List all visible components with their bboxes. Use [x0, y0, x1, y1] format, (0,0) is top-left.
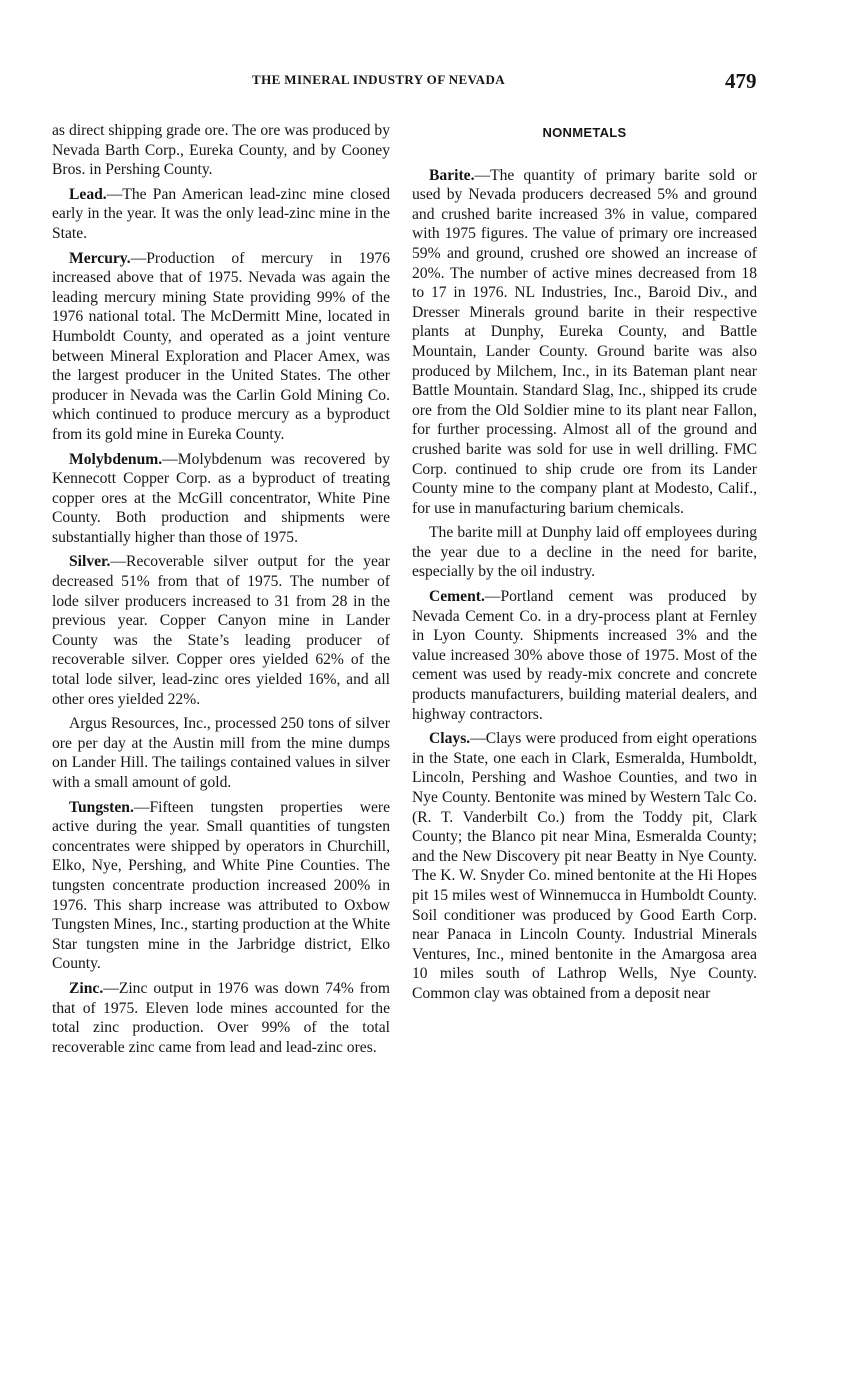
- paragraph-lead-text: —The Pan American lead-zinc mine closed early in the year. It was the only lead-zinc mine in the State.: [52, 185, 390, 242]
- running-title: THE MINERAL INDUSTRY OF NEVADA: [252, 72, 506, 87]
- right-column: [412, 123, 757, 1009]
- paragraph-clays-label: Clays.: [429, 730, 471, 748]
- paragraph-molybdenum-text: —Molybdenum was recovered by Kennecott Copper Corp. as a byproduct of treating copper ores at the McGill concentrator, White Pine County. Both production and shipments were substantially higher than those of 1975.: [52, 450, 390, 546]
- paragraph-lead-label: Lead.: [69, 185, 107, 203]
- paragraph-cement-label: Cement.: [429, 588, 485, 606]
- paragraph-barite-text: —The quantity of primary barite sold or used by Nevada producers decreased 5% and ground and crushed barite increased 3% in value, compared with 1975 figures. The value of primary ore increased 59% and ground, crushed ore showed an increase of 20%. The number of active mines decreased from 18 to 17 in 1976. NL Industries, Inc., Baroid Div., and Dresser Minerals ground barite in their respective plants at Dunphy, Eureka County, and Battle Mountain, Lander County. Ground barite was also produced by Milchem, Inc., in its Bateman plant near Battle Mountain. Standard Slag, Inc., shipped its crude ore from the Old Soldier mine to its plant near Fallon, for further processing. Almost all of the ground and crushed barite was sold for use in well drilling. FMC Corp. continued to ship crude ore from its Lander County mine to the company plant at Modesto, Calif., for use in manufacturing barium chemicals.: [412, 166, 757, 517]
- paragraph-mercury: [52, 249, 390, 445]
- paragraph-mercury-label: Mercury.: [69, 249, 131, 267]
- paragraph-tungsten: [52, 798, 390, 974]
- paragraph-tungsten-text: —Fifteen tungsten properties were active during the year. Small quantities of tungsten concentrates were shipped by operators in Churchill, Elko, Nye, Pershing, and White Pine Counties. The tungsten concentrate production increased 200% in 1976. This sharp increase was attributed to Oxbow Tungsten Mines, Inc., starting production at the White Star tungsten mine in the Jarbridge district, Elko County.: [52, 798, 390, 973]
- paragraph-silver-text: —Recoverable silver output for the year decreased 51% from that of 1975. The number of lode silver producers increased to 31 from 28 in the previous year. Copper Canyon mine in Lander County was the State’s leading producer of recoverable silver. Copper ores yielded 62% of the total lode silver, lead-zinc ores yielded 16%, and all other ores yielded 22%.: [52, 553, 390, 708]
- paragraph-barite: [412, 166, 757, 519]
- paragraph-lead: [52, 185, 390, 244]
- paragraph-continuation: as direct shipping grade ore. The ore was produced by Nevada Barth Corp., Eureka County, and by Cooney Bros. in Pershing County.: [52, 122, 390, 179]
- paragraph-zinc: [52, 979, 390, 1057]
- paragraph-silver: [52, 552, 390, 709]
- left-column: [52, 121, 390, 1062]
- paragraph-clays: [412, 729, 757, 1003]
- paragraph-molybdenum: [52, 450, 390, 548]
- paragraph-cement: [412, 587, 757, 724]
- page-number: 479: [725, 69, 757, 93]
- paragraph-clays-text: —Clays were produced from eight operations in the State, one each in Clark, Esmeralda, Humboldt, Lincoln, Pershing and Washoe Counties, and two in Nye County. Bentonite was mined by Western Talc Co. (R. T. Vanderbilt Co.) from the Toddy pit, Clark County; the Blanco pit near Mina, Esmeralda County; and the New Discovery pit near Beatty in Nye County. The K. W. Snyder Co. mined bentonite at the Hi Hopes pit 15 miles west of Winnemucca in Humboldt County. Soil conditioner was produced by Good Earth Corp. near Panaca in Lincoln County. Industrial Minerals Ventures, Inc., mined bentonite in the Amargosa area 10 miles south of Lathrop Wells, Nye County. Common clay was obtained from a deposit near: [412, 730, 757, 1002]
- paragraph-zinc-label: Zinc.: [69, 979, 104, 997]
- paragraph-barite-mill: The barite mill at Dunphy laid off employees during the year due to a decline in the need for barite, especially by the oil industry.: [412, 524, 757, 581]
- paragraph-silver-label: Silver.: [69, 553, 111, 571]
- paragraph-tungsten-label: Tungsten.: [69, 798, 134, 816]
- paragraph-molybdenum-label: Molybdenum.: [69, 450, 163, 468]
- paragraph-cement-text: —Portland cement was produced by Nevada Cement Co. in a dry-process plant at Fernley in Lyon County. Shipments increased 3% and the value increased 30% above those of 1975. Most of the cement was used by ready-mix concrete and concrete products manufacturers, building material dealers, and highway contractors.: [412, 588, 757, 723]
- paragraph-zinc-text: —Zinc output in 1976 was down 74% from that of 1975. Eleven lode mines accounted for the total zinc production. Over 99% of the total recoverable zinc came from lead and lead-zinc ores.: [52, 979, 390, 1056]
- paragraph-barite-label: Barite.: [429, 166, 475, 184]
- paragraph-argus: Argus Resources, Inc., processed 250 tons of silver ore per day at the Austin mill from the mine dumps on Lander Hill. The tailings contained values in silver with a small amount of gold.: [52, 715, 390, 791]
- paragraph-mercury-text: —Production of mercury in 1976 increased above that of 1975. Nevada was again the leading mercury mining State providing 99% of the 1976 national total. The McDermitt Mine, located in Humboldt County, and operated as a joint venture between Mineral Exploration and Placer Amex, was the largest producer in the United States. The other producer in Nevada was the Carlin Gold Mining Co. which continued to produce mercury as a byproduct from its gold mine in Eureka County.: [52, 249, 390, 443]
- section-heading-nonmetals: NONMETALS: [542, 125, 627, 140]
- page-header: [0, 66, 862, 96]
